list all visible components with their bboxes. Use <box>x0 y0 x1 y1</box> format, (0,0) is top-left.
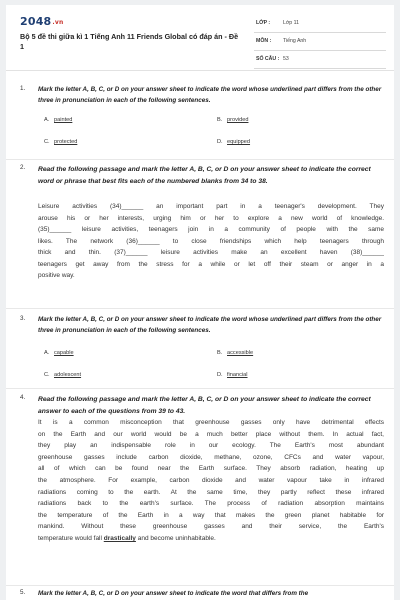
meta-class-row <box>254 18 386 33</box>
passage-line: It is a common misconception that greenhouse gasses only have detrimental effects <box>38 419 384 426</box>
option-letter: D. <box>217 139 223 145</box>
option-d[interactable] <box>217 372 248 378</box>
passage-line: arouse his or her interests, urging him or her to explore a new world of knowledge. <box>38 214 384 222</box>
passage-line <box>38 533 384 545</box>
exam-page <box>6 5 394 600</box>
passage-line: likes. The network (36)______ to close friendships which help teenagers through <box>38 237 384 245</box>
passage-text: and become uninhabitable. <box>135 534 216 542</box>
option-letter: A. <box>44 350 50 356</box>
passage-line: thick and thin. (37)______ leisure activities make an excellent haven (38)______ <box>38 249 384 256</box>
option-a[interactable] <box>44 350 74 356</box>
option-letter: C. <box>44 372 50 378</box>
logo-suffix: .vn <box>52 19 64 26</box>
question-prompt: Read the following passage and mark the letter A, B, C, or D on your answer sheet to indicate the correct answer to each of the questions from 39 to 43. <box>38 396 371 415</box>
question-1 <box>20 85 384 155</box>
question-divider <box>6 388 394 389</box>
question-prompt: Read the following passage and mark the letter A, B, C, or D on your answer sheet to indicate the correct word or phrase that best fits each of the numbered blanks from 34 to 38. <box>38 166 371 185</box>
passage-line: the temperature of the Earth in a way that makes the green planet habitable for <box>38 511 384 519</box>
passage-line: Leisure activities (34)______ an important part in a teenager's development. They <box>38 203 384 210</box>
question-divider <box>6 308 394 309</box>
question-prompt: Mark the letter A, B, C, or D on your answer sheet to indicate the word that differs from the <box>38 590 309 597</box>
reading-passage <box>38 417 384 545</box>
meta-value: 53 <box>283 56 289 62</box>
option-d[interactable] <box>217 139 250 145</box>
option-text: capable <box>54 350 74 356</box>
option-a[interactable] <box>44 117 72 123</box>
meta-count-row <box>254 54 386 69</box>
question-number: 1. <box>20 85 26 92</box>
exam-meta <box>254 18 386 69</box>
option-letter: D. <box>217 372 223 378</box>
option-letter: A. <box>44 117 50 123</box>
passage-line: all of which can be found near the Earth surface. They absorb radiation, heating up <box>38 465 384 473</box>
question-4 <box>20 394 384 584</box>
document-title: Bộ 5 đề thi giữa kì 1 Tiếng Anh 11 Friends Global có đáp án - Đề 1 <box>20 32 239 51</box>
site-logo[interactable] <box>20 15 63 28</box>
question-divider <box>6 159 394 160</box>
option-text: painted <box>54 117 73 123</box>
passage-line: they play an indispensable role in our ecology. The Earth's most abundant <box>38 442 384 450</box>
question-5 <box>20 589 384 600</box>
passage-line: radiations back to the earth's surface. The process of radiation absorption maintains <box>38 500 384 508</box>
header-divider <box>6 70 394 71</box>
option-c[interactable] <box>44 139 77 145</box>
option-text: equipped <box>227 139 251 145</box>
passage-line: positive way. <box>38 272 75 279</box>
question-divider <box>6 585 394 586</box>
question-prompt: Mark the letter A, B, C, or D on your answer sheet to indicate the word whose underlined part differs from the other three in pronunciation in each of the following sentences. <box>38 316 382 334</box>
passage-line: mankind. Without these greenhouse gasses and their service, the Earth's <box>38 523 384 531</box>
option-letter: B. <box>217 117 223 123</box>
question-number: 2. <box>20 164 26 171</box>
question-2 <box>20 164 384 299</box>
option-b[interactable] <box>217 350 253 356</box>
question-number: 4. <box>20 394 26 401</box>
highlighted-word: drastically <box>103 534 136 542</box>
meta-label: LỚP : <box>256 20 271 26</box>
option-text: adolescent <box>54 372 82 378</box>
logo-text: 2048 <box>20 15 52 28</box>
option-letter: B. <box>217 350 223 356</box>
passage-line: radiations coming to the earth. At the same time, they partly reflect these infrared <box>38 488 384 496</box>
option-text: provided <box>227 117 249 123</box>
passage-line: greenhouse gasses include carbon dioxide, methane, ozone, CFCs and water vapour, <box>38 453 384 461</box>
option-c[interactable] <box>44 372 81 378</box>
question-3 <box>20 315 384 385</box>
option-text: protected <box>54 139 78 145</box>
option-text: accessible <box>227 350 254 356</box>
meta-label: MÔN : <box>256 38 272 44</box>
option-text: financial <box>227 372 248 378</box>
passage-line: teenagers get away from the stress for a while or let off their steam or anger in a <box>38 260 384 268</box>
meta-value: Tiếng Anh <box>283 38 307 44</box>
passage-text: temperature would fall <box>38 534 104 542</box>
passage-line: the atmosphere. For example, carbon dioxide and water vapour take in infrared <box>38 476 384 484</box>
passage-line: on the Earth and our world would be a much better place without them. In actual fact, <box>38 430 384 438</box>
meta-label: SỐ CÂU : <box>256 56 280 62</box>
question-number: 5. <box>20 589 26 596</box>
option-b[interactable] <box>217 117 248 123</box>
option-letter: C. <box>44 139 50 145</box>
meta-subject-row <box>254 36 386 51</box>
reading-passage <box>38 201 384 282</box>
question-prompt: Mark the letter A, B, C, or D on your answer sheet to indicate the word whose underlined part differs from the other three in pronunciation in each of the following sentences. <box>38 86 382 104</box>
meta-value: Lớp 11 <box>283 20 299 26</box>
question-number: 3. <box>20 315 26 322</box>
passage-line: (35)______ leisure activities, teenagers join in a community of people with the same <box>38 226 384 233</box>
